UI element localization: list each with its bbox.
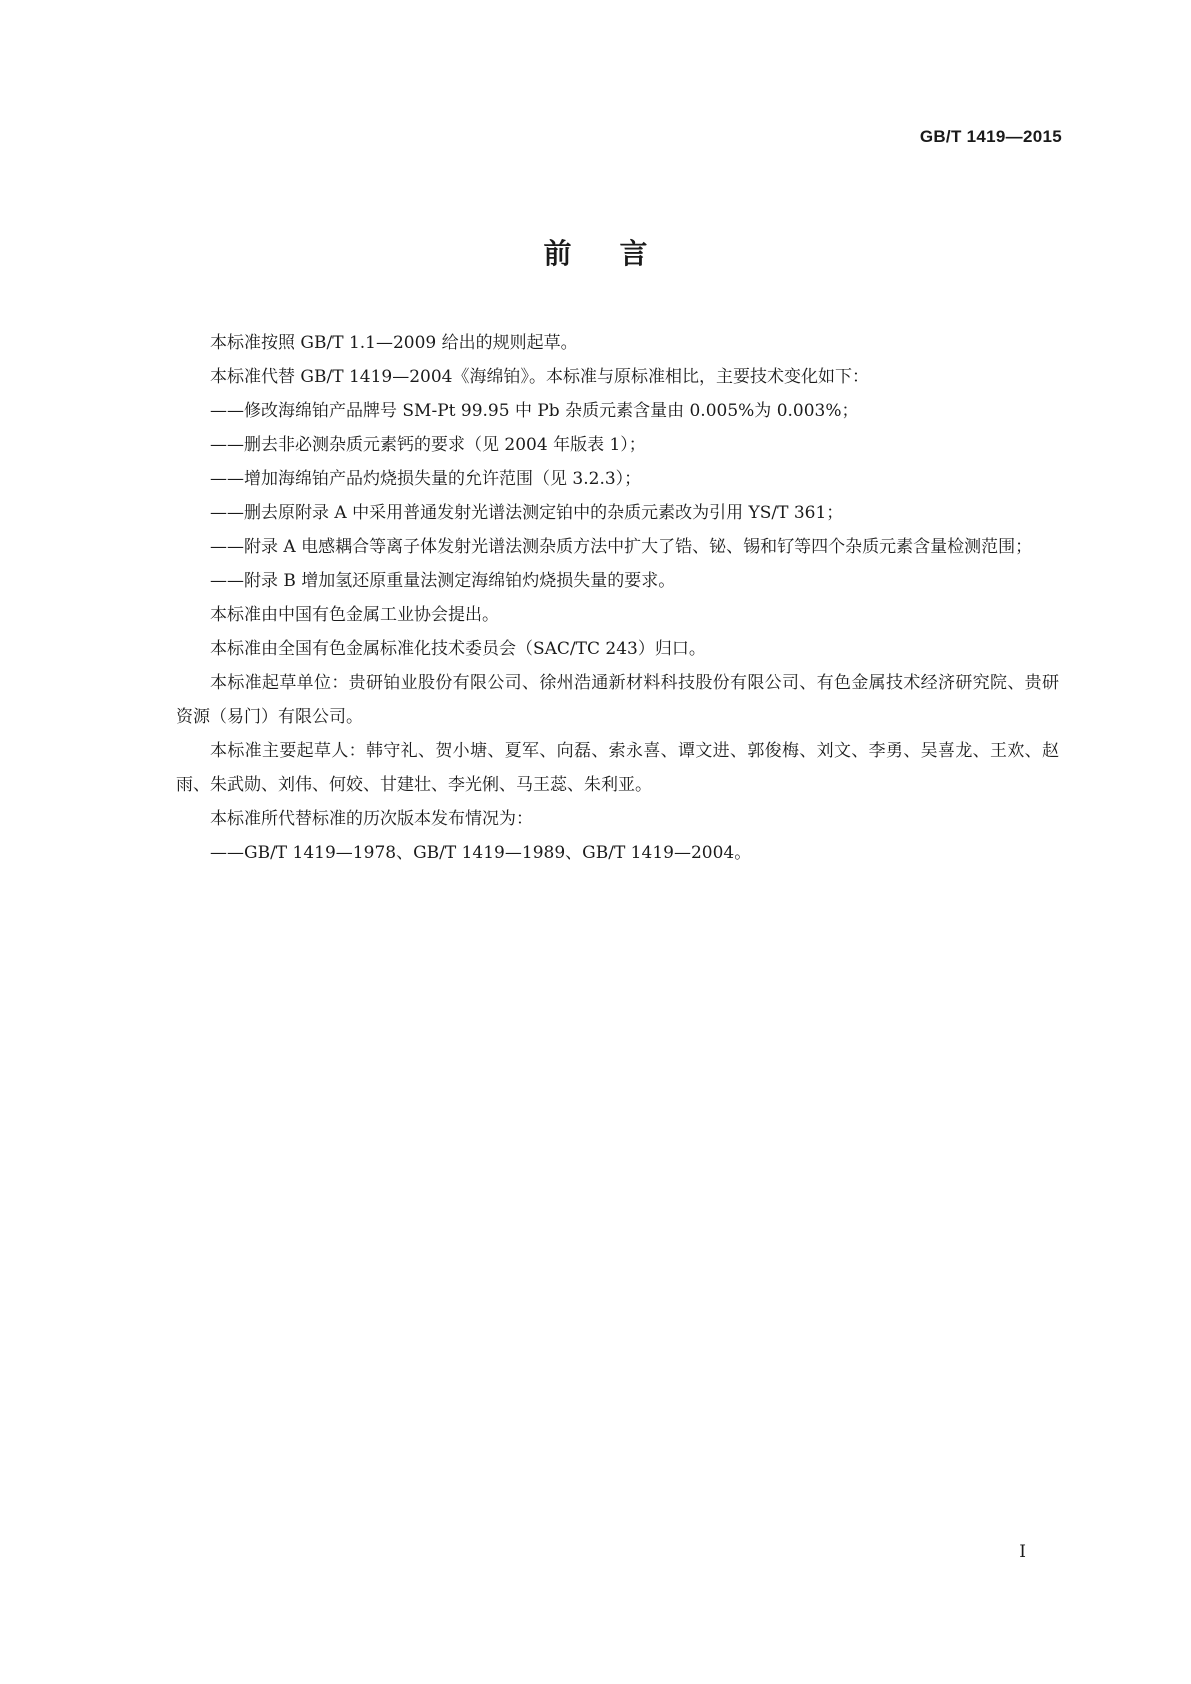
paragraph-committee: 本标准由全国有色金属标准化技术委员会（SAC/TC 243）归口。 xyxy=(210,639,706,659)
list-item-change: ——附录 B 增加氢还原重量法测定海绵铂灼烧损失量的要求。 xyxy=(210,571,676,591)
paragraph-replacement: 本标准代替 GB/T 1419—2004《海绵铂》。本标准与原标准相比，主要技术变化如下： xyxy=(210,367,869,387)
page-title: 前言 xyxy=(543,237,696,270)
page-number: I xyxy=(1019,1542,1026,1562)
document-body xyxy=(176,326,1059,870)
paragraph-drafters: 本标准主要起草人：韩守礼、贺小塘、夏军、向磊、索永喜、谭文进、郭俊梅、刘文、李勇、吴喜龙、王欢、赵雨、朱武勋、刘伟、何姣、甘建壮、李光俐、马王蕊、朱利亚。 xyxy=(176,741,1059,795)
list-item-change: ——附录 A 电感耦合等离子体发射光谱法测杂质方法中扩大了锆、铋、锡和钌等四个杂质元素含量检测范围； xyxy=(210,537,1033,557)
paragraph-history-versions: ——GB/T 1419—1978、GB/T 1419—1989、GB/T 1419—2004。 xyxy=(210,843,752,863)
paragraph-proposer: 本标准由中国有色金属工业协会提出。 xyxy=(210,605,499,625)
paragraph-drafting-units: 本标准起草单位：贵研铂业股份有限公司、徐州浩通新材料科技股份有限公司、有色金属技术经济研究院、贵研资源（易门）有限公司。 xyxy=(176,673,1059,727)
list-item-change: ——删去原附录 A 中采用普通发射光谱法测定铂中的杂质元素改为引用 YS/T 361； xyxy=(210,503,844,523)
paragraph-drafting-rules: 本标准按照 GB/T 1.1—2009 给出的规则起草。 xyxy=(210,333,578,353)
list-item-change: ——删去非必测杂质元素钙的要求（见 2004 年版表 1）； xyxy=(210,435,646,455)
standard-number: GB/T 1419—2015 xyxy=(919,127,1062,146)
list-item-change: ——增加海绵铂产品灼烧损失量的允许范围（见 3.2.3）； xyxy=(210,469,642,489)
list-item-change: ——修改海绵铂产品牌号 SM-Pt 99.95 中 Pb 杂质元素含量由 0.005%为 0.003%； xyxy=(210,401,859,421)
paragraph-history-intro: 本标准所代替标准的历次版本发布情况为： xyxy=(210,809,533,829)
